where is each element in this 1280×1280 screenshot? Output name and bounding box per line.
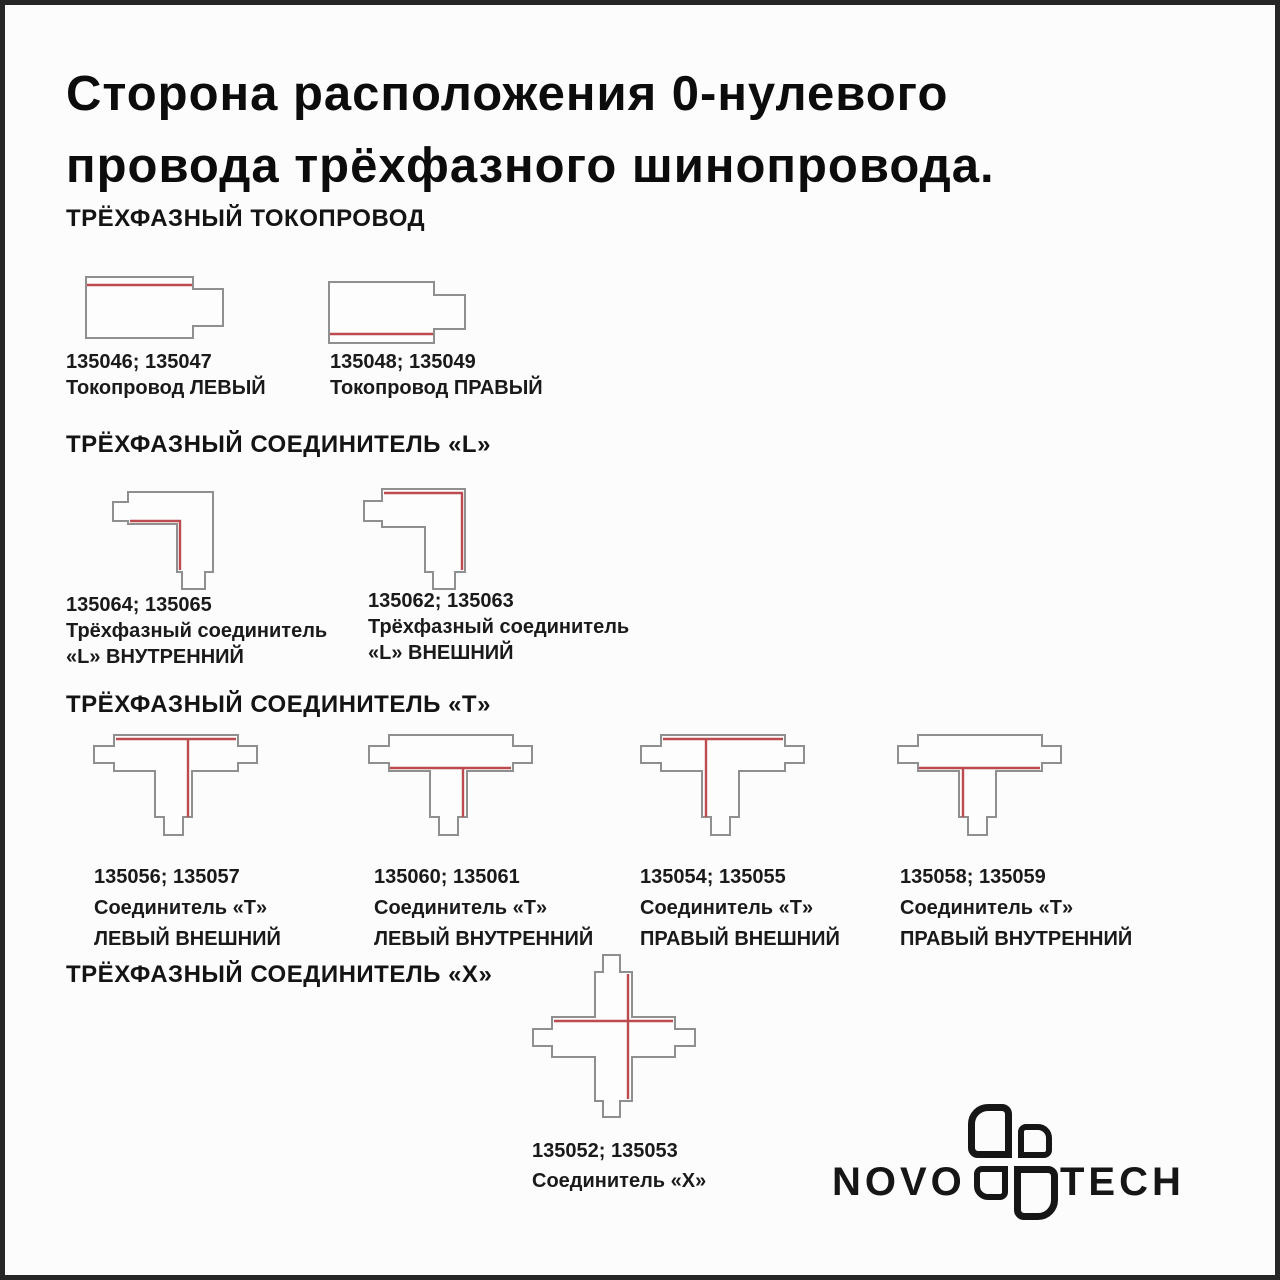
- shape-l-external-outline: [364, 489, 465, 589]
- shape-t-outline: [369, 735, 532, 835]
- item-codes: 135048; 135049: [330, 351, 476, 373]
- item-codes: 135058; 135059: [900, 866, 1046, 888]
- item-label: [532, 1136, 706, 1196]
- shape-l-external: [363, 486, 467, 592]
- logo-petal-icon: [1014, 1166, 1058, 1220]
- page-title: [66, 58, 1206, 202]
- item-codes: 135052; 135053: [532, 1140, 678, 1162]
- item-name: Трёхфазный соединитель: [66, 620, 328, 642]
- item-name: Соединитель «Т»: [94, 897, 268, 919]
- item-name: Трёхфазный соединитель: [368, 616, 630, 638]
- item-name: ЛЕВЫЙ ВНЕШНИЙ: [94, 928, 281, 950]
- page-title-line2: провода трёхфазного шинопровода.: [66, 139, 995, 193]
- logo-word-novo: NOVO: [832, 1160, 966, 1204]
- item-codes: 135056; 135057: [94, 866, 240, 888]
- shape-t-outline: [94, 735, 257, 835]
- neutral-wire-line: [130, 521, 180, 570]
- shape-feed-right: [328, 281, 467, 345]
- logo-petal-icon: [968, 1104, 1012, 1158]
- item-label: [66, 592, 327, 670]
- item-name: ЛЕВЫЙ ВНУТРЕННИЙ: [374, 928, 594, 950]
- item-name: ПРАВЫЙ ВНУТРЕННИЙ: [900, 928, 1133, 950]
- logo-word-tech: TECH: [1060, 1160, 1185, 1204]
- shape-x-outline: [533, 955, 695, 1117]
- item-name: Соединитель «Т»: [900, 897, 1074, 919]
- shape-x-connector: [532, 954, 696, 1119]
- shape-t-outline: [641, 735, 804, 835]
- shape-t-right-internal: [897, 733, 1063, 837]
- shape-t-outline: [898, 735, 1061, 835]
- item-codes: 135046; 135047: [66, 351, 212, 373]
- shape-l-internal-outline: [113, 492, 213, 589]
- page-title-line1: Сторона расположения 0-нулевого: [66, 67, 949, 121]
- shape-t-left-external: [93, 733, 259, 837]
- section-header-feed: ТРЁХФАЗНЫЙ ТОКОПРОВОД: [66, 205, 426, 232]
- item-label: [900, 862, 1132, 955]
- shape-l-internal: [112, 479, 215, 592]
- item-label: [94, 862, 281, 955]
- section-header-l-connector: ТРЁХФАЗНЫЙ СОЕДИНИТЕЛЬ «L»: [66, 431, 491, 458]
- item-label: [368, 588, 629, 666]
- item-name: «L» ВНЕШНИЙ: [368, 642, 514, 664]
- item-label: [640, 862, 840, 955]
- logo-petal-icon: [974, 1166, 1008, 1200]
- item-name: Соединитель «Т»: [374, 897, 548, 919]
- item-name: «L» ВНУТРЕННИЙ: [66, 646, 244, 668]
- item-name: Соединитель «Т»: [640, 897, 814, 919]
- item-name: Соединитель «Х»: [532, 1170, 707, 1192]
- shape-t-left-internal: [368, 733, 534, 837]
- shape-feed-left: [85, 276, 225, 340]
- section-header-x-connector: ТРЁХФАЗНЫЙ СОЕДИНИТЕЛЬ «Х»: [66, 961, 493, 988]
- logo-petal-icon: [1018, 1124, 1052, 1158]
- item-codes: 135060; 135061: [374, 866, 520, 888]
- item-name: ПРАВЫЙ ВНЕШНИЙ: [640, 928, 840, 950]
- shape-t-right-external: [640, 733, 806, 837]
- item-label: [66, 349, 266, 401]
- item-name: Токопровод ЛЕВЫЙ: [66, 377, 266, 399]
- item-codes: 135062; 135063: [368, 590, 514, 612]
- item-codes: 135054; 135055: [640, 866, 786, 888]
- section-header-t-connector: ТРЁХФАЗНЫЙ СОЕДИНИТЕЛЬ «Т»: [66, 691, 491, 718]
- item-label: [374, 862, 593, 955]
- item-codes: 135064; 135065: [66, 594, 212, 616]
- item-label: [330, 349, 543, 401]
- item-name: Токопровод ПРАВЫЙ: [330, 377, 543, 399]
